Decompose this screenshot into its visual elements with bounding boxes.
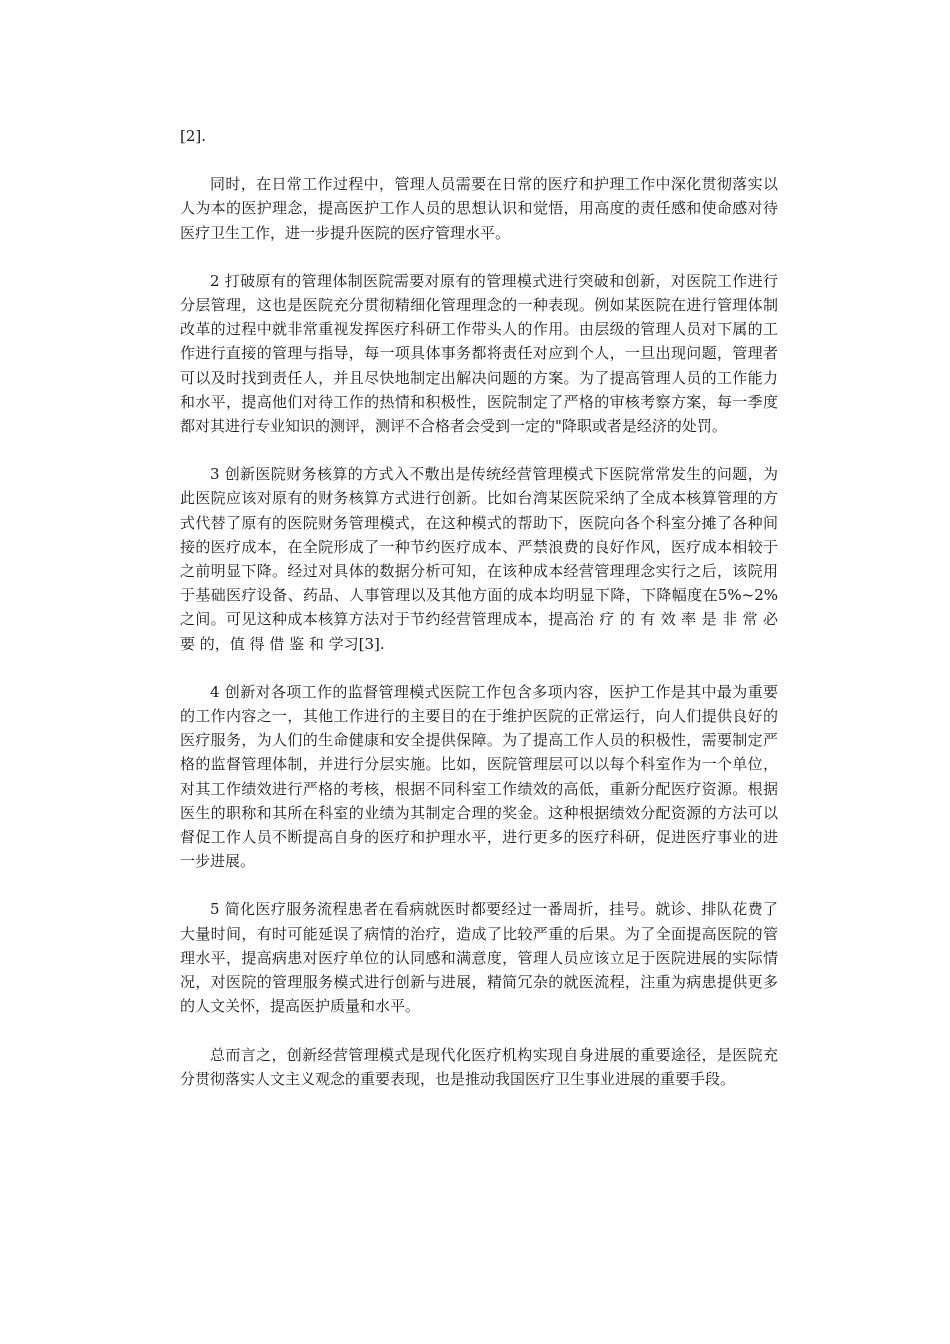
paragraph-reference-tail: [2]. xyxy=(180,127,207,145)
paragraph-section-4: 4 创新对各项工作的监督管理模式医院工作包含多项内容，医护工作是其中最为重要的工作内容之一，其他工作进行的主要目的在于维护医院的正常运行，向人们提供良好的医疗服务，为人们的生命健康和安全提供保障。为了提高工作人员的积极性，需要制定严格的监督管理体制，并进行分层实施。比如，医院管理层可以以每个科室作为一个单位，对其工作绩效进行严格的考核，根据不同科室工作绩效的高低，重新分配医疗资源。根据医生的职称和其所在科室的业绩为其制定合理的奖金。这种根据绩效分配资源的方法可以督促工作人员不断提高自身的医疗和护理水平，进行更多的医疗科研，促进医疗事业的进一步进展。 xyxy=(180,682,778,871)
paragraph-daily-work: 同时，在日常工作过程中，管理人员需要在日常的医疗和护理工作中深化贯彻落实以人为本的医护理念，提高医护工作人员的思想认识和觉悟，用高度的责任感和使命感对待医疗卫生工作，进一步提升医院的医疗管理水平。 xyxy=(180,175,778,242)
paragraph-section-2: 2 打破原有的管理体制医院需要对原有的管理模式进行突破和创新，对医院工作进行分层管理，这也是医院充分贯彻精细化管理理念的一种表现。例如某医院在进行管理体制改革的过程中就非常重视发挥医疗科研工作带头人的作用。由层级的管理人员对下属的工作进行直接的管理与指导，每一项具体事务都将责任对应到个人，一旦出现问题，管理者可以及时找到责任人，并且尽快地制定出解决问题的方案。为了提高管理人员的工作能力和水平，提高他们对待工作的热情和积极性，医院制定了严格的审核考察方案，每一季度都对其进行专业知识的测评，测评不合格者会受到一定的"降职或者是经济的处罚。 xyxy=(180,271,778,436)
paragraph-section-3: 3 创新医院财务核算的方式入不敷出是传统经营管理模式下医院常常发生的问题，为此医院应该对原有的财务核算方式进行创新。比如台湾某医院采纳了全成本核算管理的方式代替了原有的医院财务管理模式，在这种模式的帮助下，医院向各个科室分摊了各种间接的医疗成本，在全院形成了一种节约医疗成本、严禁浪费的良好作风，医疗成本相较于之前明显下降。经过对具体的数据分析可知，在该种成本经营管理理念实行之后，该院用于基础医疗设备、药品、人事管理以及其他方面的成本均明显下降，下降幅度在5%~2%之间。可见这种成本核算方法对于节约经营管理成本，提高治 疗 的 有 效 率 是 非 常 必 要 的，值 得 借 鉴 和 学习[3]. xyxy=(180,465,778,653)
paragraph-section-5: 5 简化医疗服务流程患者在看病就医时都要经过一番周折，挂号。就诊、排队花费了大量时间，有时可能延误了病情的治疗，造成了比较严重的后果。为了全面提高医院的管理水平，提高病患对医疗单位的认同感和满意度，管理人员应该立足于医院进展的实际情况，对医院的管理服务模式进行创新与进展，精简冗杂的就医流程，注重为病患提供更多的人文关怀，提高医护质量和水平。 xyxy=(180,900,778,1016)
paragraph-conclusion: 总而言之，创新经营管理模式是现代化医疗机构实现自身进展的重要途径，是医院充分贯彻落实人文主义观念的重要表现，也是推动我国医疗卫生事业进展的重要手段。 xyxy=(180,1045,778,1088)
document-body xyxy=(180,124,778,1115)
